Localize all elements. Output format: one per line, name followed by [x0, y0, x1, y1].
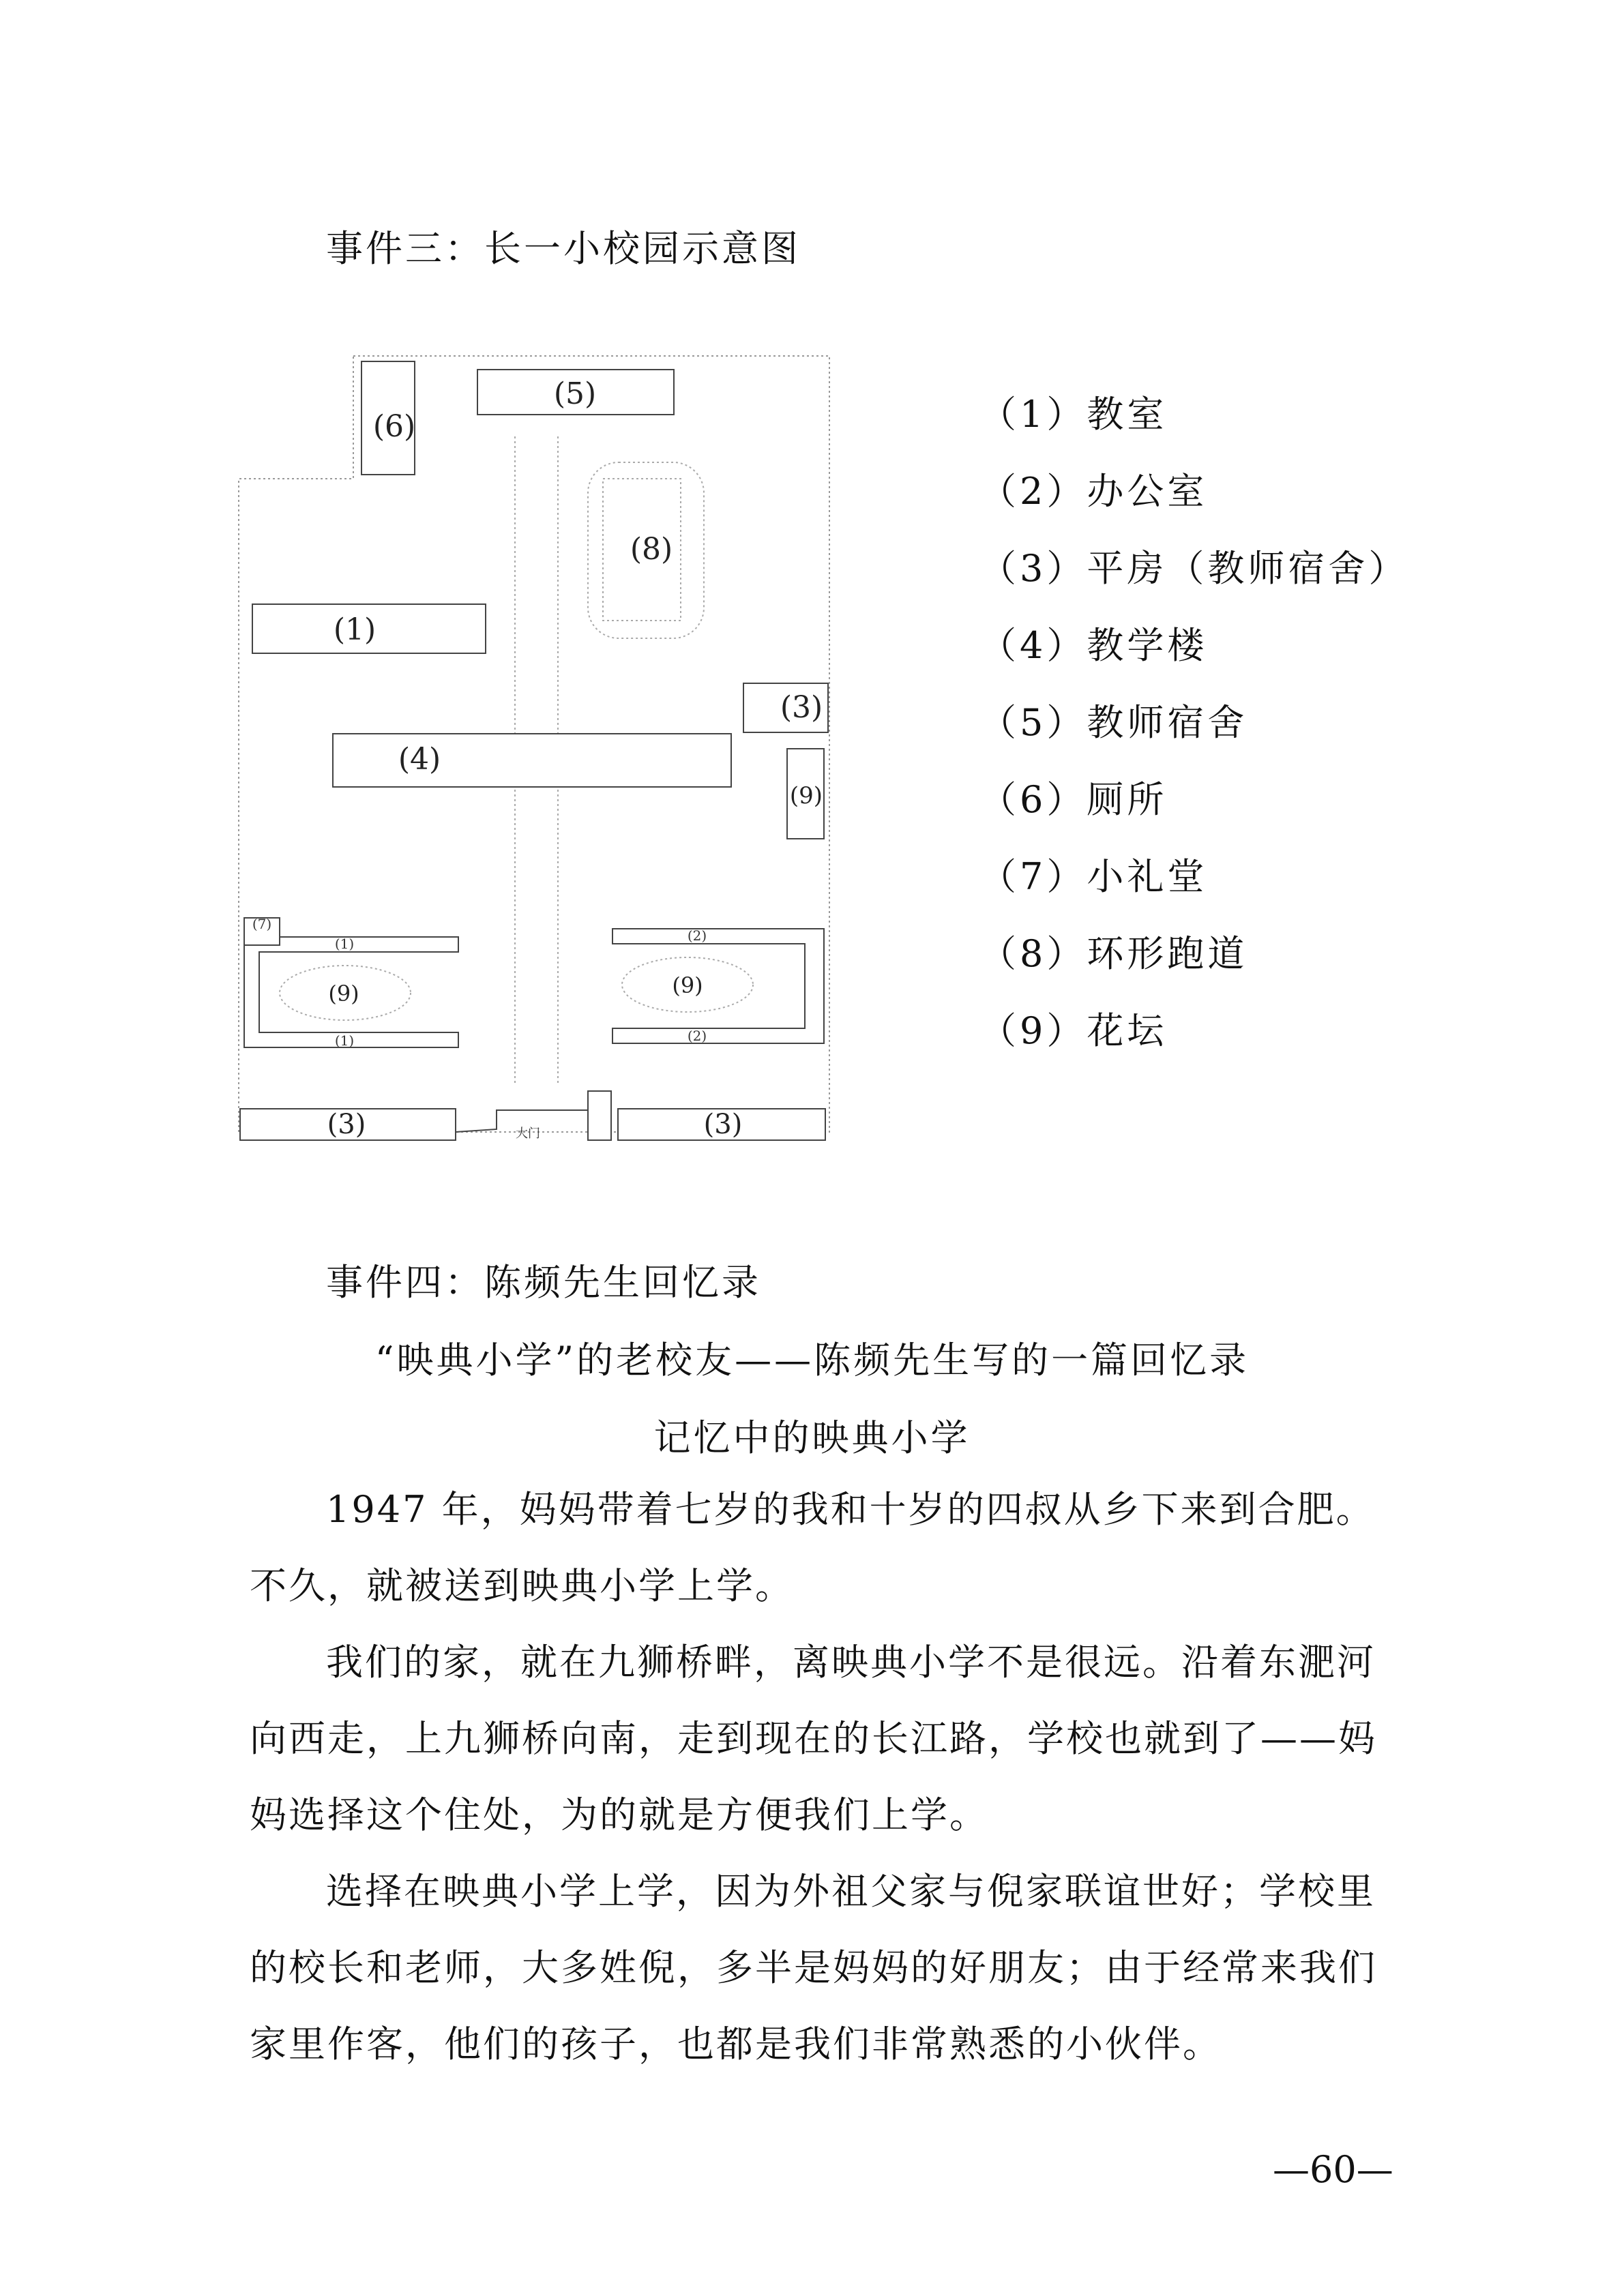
legend-item: （1）教室 [979, 393, 1168, 436]
label-5: (5) [553, 376, 597, 411]
legend-item: （2）办公室 [979, 470, 1208, 513]
legend-item: （3）平房（教师宿舍） [979, 547, 1409, 590]
memoir-paragraph-3: 选择在映典小学上学，因为外祖父家与倪家联谊世好；学校里的校长和老师，大多姓倪，多半是妈妈的好朋友；由于经常来我们家里作客，他们的孩子，也都是我们非常熟悉的小伙伴。 [250, 1870, 1377, 2066]
section4-heading: 事件四：陈频先生回忆录 [326, 1261, 761, 1304]
memoir-paragraph-1: 1947 年，妈妈带着七岁的我和十岁的四叔从乡下来到合肥。不久，就被送到映典小学上学。 [250, 1488, 1375, 1607]
section3-heading: 事件三：长一小校园示意图 [326, 227, 801, 270]
label-4: (4) [398, 742, 441, 777]
legend-item: （4）教学楼 [979, 624, 1208, 667]
memoir-paragraph-2: 我们的家，就在九狮桥畔，离映典小学不是很远。沿着东淝河向西走，上九狮桥向南，走到现在的长江路，学校也就到了——妈妈选择这个住处，为的就是方便我们上学。 [250, 1641, 1377, 1836]
label-9-center: (9) [672, 972, 703, 998]
legend-item: （9）花坛 [979, 1009, 1168, 1052]
map-legend [979, 385, 1408, 1079]
legend-item: （6）厕所 [979, 778, 1168, 821]
building-2-office-u [612, 929, 824, 1043]
gate-post [588, 1091, 611, 1140]
label-3-southeast: (3) [703, 1109, 743, 1140]
label-2-top: (2) [687, 927, 707, 944]
legend-item: （8）环形跑道 [979, 932, 1248, 975]
legend-item: （5）教师宿舍 [979, 701, 1248, 744]
page-number: —60— [1273, 2148, 1393, 2191]
label-3-east: (3) [780, 690, 823, 725]
label-6: (6) [372, 409, 416, 444]
memoir-subtitle: “映典小学”的老校友——陈频先生写的一篇回忆录 [374, 1339, 1250, 1382]
building-4-teaching [333, 734, 731, 787]
label-7: (7) [252, 916, 272, 932]
legend-item: （7）小礼堂 [979, 855, 1208, 898]
label-1-west-top: (1) [334, 936, 355, 952]
label-1: (1) [333, 612, 377, 647]
label-9-west: (9) [328, 981, 359, 1007]
memoir-title: 记忆中的映典小学 [653, 1416, 971, 1459]
label-9-east: (9) [789, 782, 823, 809]
label-1-west-bottom: (1) [334, 1032, 355, 1049]
label-3-southwest: (3) [327, 1109, 366, 1140]
label-2-bottom: (2) [687, 1028, 707, 1044]
gate-label: 大门 [516, 1127, 540, 1141]
label-8: (8) [630, 532, 673, 567]
